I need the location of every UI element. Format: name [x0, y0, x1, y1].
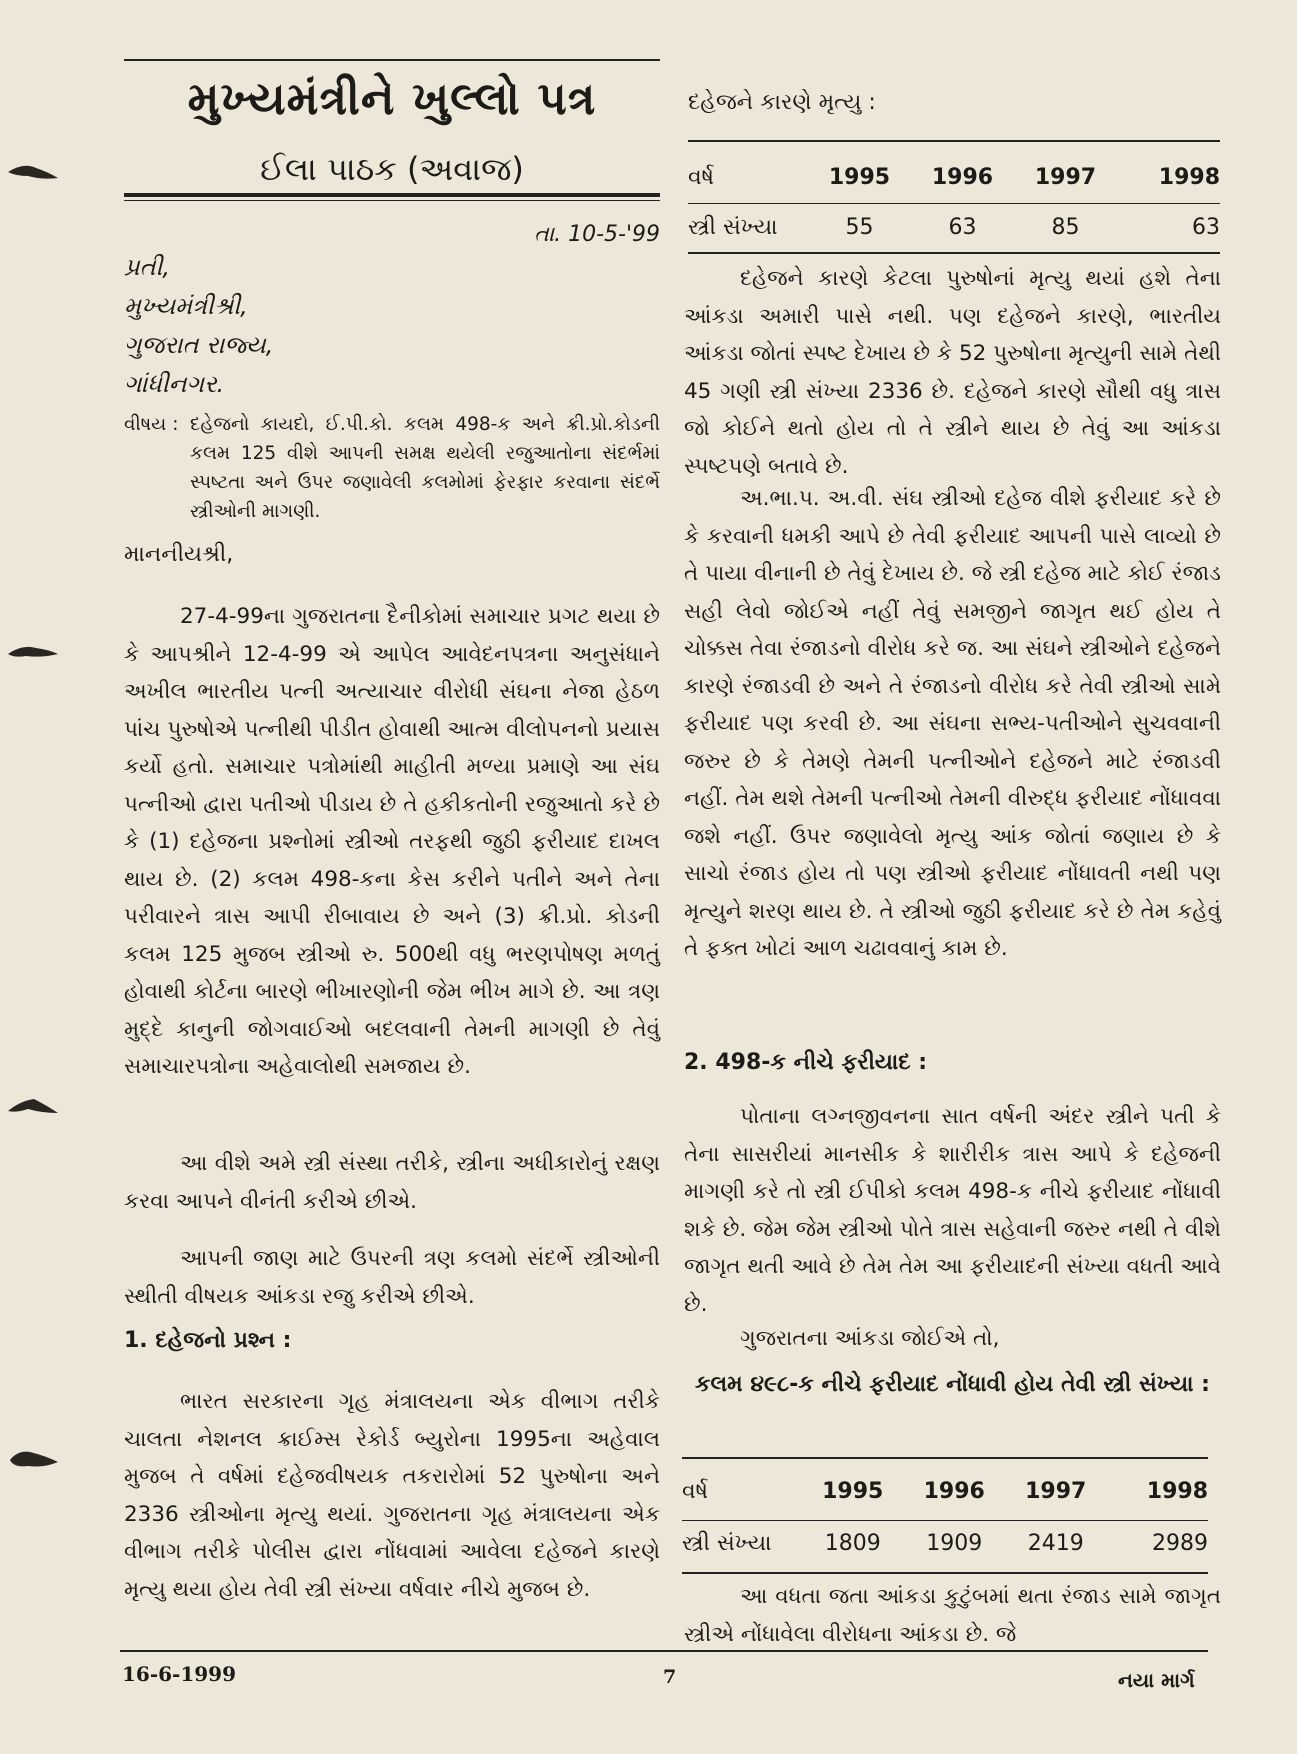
- address-line: મુખ્યમંત્રીશ્રી,: [124, 292, 248, 320]
- subject-label: વીષય :: [124, 414, 179, 435]
- paragraph-text: આ વધતા જતા આંકડા કુટુંબમાં થતા રંજાડ સામે જાગૃત સ્ત્રીએ નોંધાવેલા વીરોધના આંકડા છે. જે: [684, 1584, 1221, 1647]
- address-line: ગુજરાત રાજ્ય,: [124, 331, 274, 359]
- footer-date: 16-6-1999: [122, 1662, 237, 1686]
- table-row-label: સ્ત્રી સંખ્યા: [682, 1530, 772, 1556]
- body-paragraph: [124, 1240, 660, 1315]
- table-cell: 1998: [1158, 164, 1220, 190]
- section-heading: 2. 498-ક નીચે ફરીયાદ :: [684, 1050, 928, 1075]
- body-paragraph: [124, 1145, 660, 1220]
- table-row: [688, 152, 1220, 202]
- magazine-name: નયા માર્ગ: [1118, 1668, 1195, 1692]
- subject-text: દહેજનો કાયદો, ઈ.પી.કો. કલમ 498-ક અને ક્રી.પ્રો.કોડની કલમ 125 વીશે આપની સમક્ષ થયેલી રજુઆતોના સંદર્ભમાં સ્પષ્ટતા અને ઉપર જણાવેલી કલમોમાં ફેરફાર કરવાના સંદર્ભે સ્ત્રીઓની માગણી.: [190, 414, 660, 522]
- paragraph-text: પોતાના લગ્નજીવનના સાત વર્ષની અંદર સ્ત્રીને પતી કે તેના સાસરીયાં માનસીક કે શારીરીક ત્રાસ આપે કે દહેજની માગણી કરે તો સ્ત્રી ઈપીકો કલમ 498-ક નીચે ફરીયાદ નોંધાવી શકે છે. જેમ જેમ સ્ત્રીઓ પોતે ત્રાસ સહેવાની જરુર નથી તે વીશે જાગૃત થતી આવે છે તેમ તેમ આ ફરીયાદની સંખ્યા વધતી આવે છે.: [684, 1104, 1221, 1317]
- body-paragraph: [124, 598, 660, 1086]
- complaints-table: [682, 1465, 1208, 1569]
- table-cell: 1995: [822, 1478, 884, 1504]
- table-row: [682, 1465, 1208, 1517]
- table-cell: 2419: [1027, 1530, 1084, 1556]
- table-cell: 1909: [926, 1530, 983, 1556]
- table-cell: 63: [1192, 214, 1220, 240]
- table-row-label: વર્ષ: [688, 164, 715, 190]
- table-cell: 1997: [1025, 1478, 1087, 1504]
- table-row-label: સ્ત્રી સંખ્યા: [688, 214, 778, 240]
- table-cell: 1997: [1034, 164, 1097, 190]
- paragraph-text: આ વીશે અમે સ્ત્રી સંસ્થા તરીકે, સ્ત્રીના અધીકારોનું રક્ષણ કરવા આપને વીનંતી કરીએ છીએ.: [124, 1151, 660, 1214]
- table-row-label: વર્ષ: [682, 1478, 709, 1504]
- body-paragraph: [684, 260, 1221, 485]
- paragraph-text: ગુજરાતના આંકડા જોઈએ તો,: [740, 1326, 1000, 1351]
- table-row: [688, 202, 1220, 252]
- table-cell: 2989: [1152, 1530, 1208, 1556]
- title-rule: [124, 200, 660, 201]
- dowry-deaths-table: [688, 152, 1220, 252]
- paragraph-text: 27-4-99ના ગુજરાતના દૈનીકોમાં સમાચાર પ્રગટ થયા છે કે આપશ્રીને 12-4-99 એ આપેલ આવેદનપત્રના અનુસંધાને અખીલ ભારતીય પત્ની અત્યાચાર વીરોધી સંઘના નેજા હેઠળ પાંચ પુરુષોએ પત્નીથી પીડીત હોવાથી આત્મ વીલોપનનો પ્રયાસ કર્યો હતો. સમાચાર પત્રોમાંથી માહીતી મળ્યા પ્રમાણે આ સંઘ પત્નીઓ દ્વારા પતીઓ પીડાય છે તે હકીકતોની રજુઆતો કરે છે કે (1) દહેજના પ્રશ્નોમાં સ્ત્રીઓ તરફથી જુઠી ફરીયાદ દાખલ થાય છે. (2) કલમ 498-કના કેસ કરીને પતીને અને તેના પરીવારને ત્રાસ આપી રીબાવાય છે અને (3) ક્રી.પ્રો. કોડની કલમ 125 મુજબ સ્ત્રીઓ રુ. 500થી વધુ ભરણપોષણ મળતું હોવાથી કોર્ટના બારણે ભીખારણોની જેમ ભીખ માગે છે. આ ત્રણ મુદ્દે કાનુની જોગવાઈઓ બદલવાની તેમની માગણી છે તેવું સમાચારપત્રોના અહેવાલોથી સમજાય છે.: [124, 604, 660, 1079]
- page-number: 7: [663, 1666, 677, 1688]
- article-title: મુખ્યમંત્રીને ખુલ્લો પત્ર: [187, 72, 597, 125]
- table-cell: 1809: [824, 1530, 881, 1556]
- letter-date: તા. 10-5-'99: [534, 222, 660, 247]
- salutation: માનનીયશ્રી,: [124, 542, 234, 567]
- table-rule: [688, 203, 1220, 204]
- table-rule: [682, 1457, 1208, 1459]
- table-heading: કલમ ૪૯૮-ક નીચે ફરીયાદ નોંધાવી હોય તેવી સ્ત્રી સંખ્યા :: [695, 1372, 1210, 1397]
- address-line: પ્રતી,: [124, 253, 170, 281]
- table-cell: 1996: [923, 1478, 985, 1504]
- punch-hole-icon: [6, 160, 60, 182]
- table-cell: 1998: [1146, 1478, 1208, 1504]
- body-paragraph: [684, 480, 1221, 968]
- table-heading: દહેજને કારણે મૃત્યુ :: [688, 90, 876, 115]
- paragraph-text: દહેજને કારણે કેટલા પુરુષોનાં મૃત્યુ થયાં હશે તેના આંકડા અમારી પાસે નથી. પણ દહેજને કારણે, ભારતીય આંકડા જોતાં સ્પષ્ટ દેખાય છે કે 52 પુરુષોના મૃત્યુની સામે તેથી 45 ગણી સ્ત્રી સંખ્યા 2336 છે. દહેજને કારણે સૌથી વધુ ત્રાસ જો કોઈને થતો હોય તો તે સ્ત્રીને થાય છે તેવું આ આંકડા સ્પષ્ટપણે બતાવે છે.: [684, 266, 1221, 479]
- table-rule: [682, 1520, 1208, 1521]
- body-paragraph: [684, 1098, 1221, 1323]
- table-cell: 85: [1051, 214, 1080, 240]
- table-rule: [682, 1572, 1208, 1574]
- table-cell: 63: [948, 214, 977, 240]
- body-paragraph: [684, 1578, 1221, 1653]
- table-rule: [688, 140, 1220, 142]
- title-rule: [124, 193, 660, 197]
- paragraph-text: આપની જાણ માટે ઉપરની ત્રણ કલમો સંદર્ભે સ્ત્રીઓની સ્થીતી વીષયક આંકડા રજુ કરીએ છીએ.: [124, 1246, 660, 1309]
- body-paragraph: [684, 1320, 1221, 1358]
- table-cell: 55: [845, 214, 874, 240]
- paragraph-text: અ.ભા.પ. અ.વી. સંઘ સ્ત્રીઓ દહેજ વીશે ફરીયાદ કરે છે કે કરવાની ધમકી આપે છે તેવી ફરીયાદ આપની પાસે લાવ્યો છે તે પાયા વીનાની છે તેવું દેખાય છે. જે સ્ત્રી દહેજ માટે કોઈ રંજાડ સહી લેવો જોઈએ નહીં તેવું સમજીને જાગૃત થઈ હોય તે ચોક્કસ તેવા રંજાડનો વીરોધ કરે જ. આ સંઘને સ્ત્રીઓને દહેજને કારણે રંજાડવી છે અને તે રંજાડનો વીરોધ કરે તેવી સ્ત્રીઓ સામે ફરીયાદ પણ કરવી છે. આ સંઘના સભ્ય-પતીઓને સુચવવાની જરુર છે કે તેમણે તેમની પત્નીઓને દહેજને માટે રંજાડવી નહીં. તેમ થશે તેમની પત્નીઓ તેમની વીરુદ્ધ ફરીયાદ નોંધાવવા જશે નહીં. ઉપર જણાવેલો મૃત્યુ આંક જોતાં જણાય છે કે સાચો રંજાડ હોય તો પણ સ્ત્રીઓ ફરીયાદ નોંધાવતી નથી પણ મૃત્યુને શરણ થાય છે. તે સ્ત્રીઓ જુઠી ફરીયાદ કરે છે તેમ કહેવું તે ફક્ત ખોટાં આળ ચઢાવવાનું કામ છે.: [684, 486, 1221, 961]
- table-cell: 1996: [931, 164, 994, 190]
- recipient-address: [124, 248, 524, 404]
- paragraph-text: ભારત સરકારના ગૃહ મંત્રાલયના એક વીભાગ તરીકે ચાલતા નેશનલ ક્રાઈમ્સ રેકોર્ડ બ્યુરોના 1995ના અહેવાલ મુજબ તે વર્ષમાં દહેજવીષયક તકરારોમાં 52 પુરુષોના અને 2336 સ્ત્રીઓના મૃત્યુ થયાં. ગુજરાતના ગૃહ મંત્રાલયના એક વીભાગ તરીકે પોલીસ દ્વારા નોંધવામાં આવેલા દહેજને કારણે મૃત્યુ થયા હોય તેવી સ્ત્રી સંખ્યા વર્ષવાર નીચે મુજબ છે.: [124, 1389, 660, 1602]
- punch-hole-icon: [6, 1448, 60, 1470]
- table-cell: 1995: [828, 164, 891, 190]
- section-heading: 1. દહેજનો પ્રશ્ન :: [124, 1328, 292, 1353]
- footer-rule: [120, 1650, 1208, 1652]
- table-row: [682, 1517, 1208, 1569]
- table-rule: [688, 252, 1220, 254]
- article-author: ઈલા પાઠક (અવાજ): [260, 150, 524, 188]
- punch-hole-icon: [6, 1095, 60, 1117]
- body-paragraph: [124, 1383, 660, 1608]
- address-line: ગાંધીનગર.: [124, 370, 225, 398]
- punch-hole-icon: [6, 640, 60, 662]
- title-rule: [124, 59, 660, 61]
